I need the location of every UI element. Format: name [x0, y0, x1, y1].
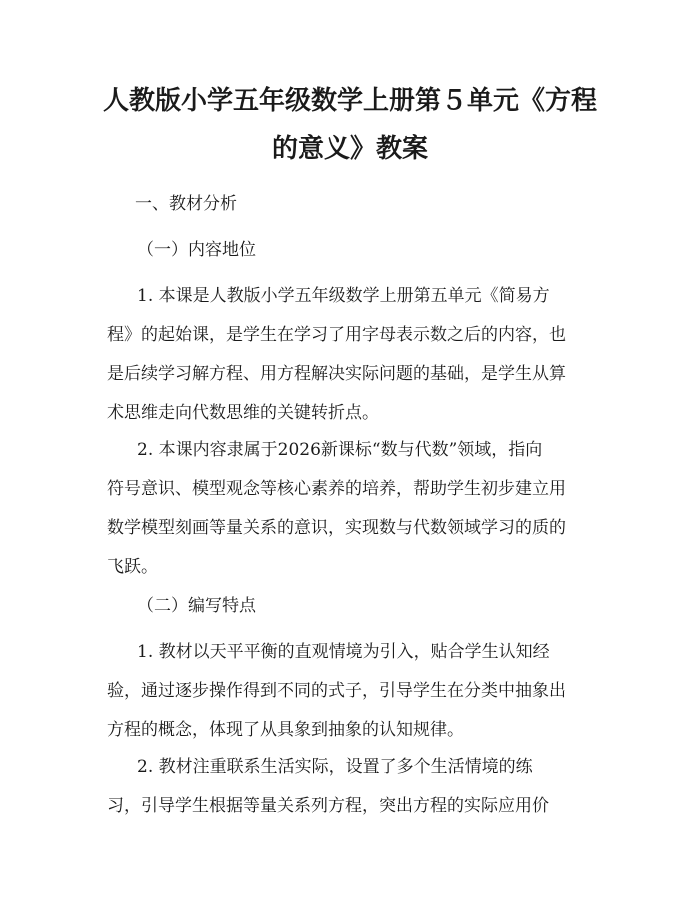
paragraph-line: 符号意识、模型观念等核心素养的培养，帮助学生初步建立用 [107, 479, 566, 499]
paragraph-writing-features-2 [107, 757, 607, 816]
paragraph-line: 1. 教材以天平平衡的直观情境为引入，贴合学生认知经 [137, 642, 550, 662]
paragraph-line: 2. 本课内容隶属于2026新课标“数与代数”领域，指向 [137, 440, 543, 460]
paragraph-content-position-2 [107, 440, 607, 577]
paragraph-line: 飞跃。 [107, 557, 158, 577]
paragraph-line: 数学模型刻画等量关系的意识，实现数与代数领域学习的质的 [107, 518, 566, 538]
paragraph-line: 验，通过逐步操作得到不同的式子，引导学生在分类中抽象出 [107, 681, 566, 701]
section-heading-teaching-material-analysis: 一、教材分析 [135, 194, 237, 214]
paragraph-line: 习，引导学生根据等量关系列方程，突出方程的实际应用价 [107, 796, 549, 816]
paragraph-line: 程》的起始课，是学生在学习了用字母表示数之后的内容，也 [107, 325, 566, 345]
subsection-heading-content-position: （一）内容地位 [137, 240, 256, 260]
paragraph-line: 是后续学习解方程、用方程解决实际问题的基础，是学生从算 [107, 364, 566, 384]
paragraph-line: 1. 本课是人教版小学五年级数学上册第五单元《简易方 [137, 286, 550, 306]
paragraph-line: 术思维走向代数思维的关键转折点。 [107, 403, 379, 423]
paragraph-line: 方程的概念，体现了从具象到抽象的认知规律。 [107, 720, 464, 740]
paragraph-content-position-1 [107, 286, 607, 423]
paragraph-line: 2. 教材注重联系生活实际，设置了多个生活情境的练 [137, 757, 533, 777]
paragraph-writing-features-1 [107, 642, 607, 740]
document-title-line-1: 人教版小学五年级数学上册第５单元《方程 [102, 86, 597, 116]
document-title-line-2: 的意义》教案 [271, 134, 428, 164]
subsection-heading-writing-features: （二）编写特点 [137, 596, 256, 616]
